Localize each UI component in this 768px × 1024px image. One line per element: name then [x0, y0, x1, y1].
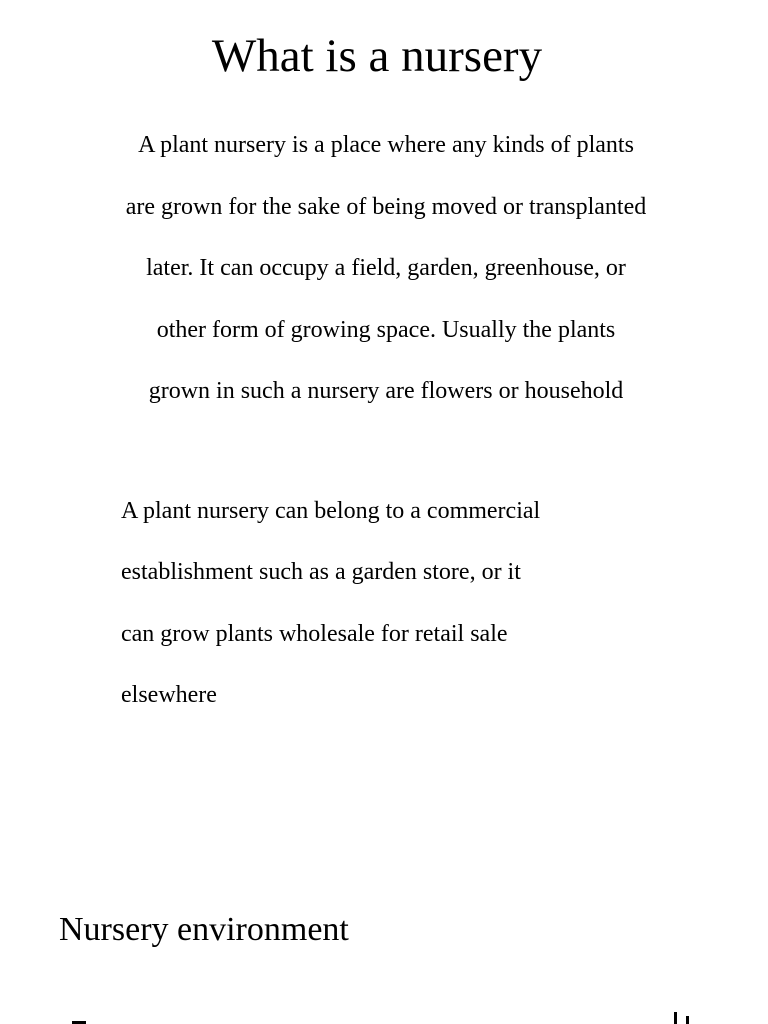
paragraph-line: can grow plants wholesale for retail sale: [121, 620, 508, 647]
paragraph-line: A plant nursery can belong to a commercial: [121, 498, 541, 524]
paragraph-line: other form of growing space. Usually the plants: [156, 316, 616, 343]
intro-paragraph: [0, 115, 768, 423]
cropped-text-line: [72, 1012, 700, 1024]
paragraph-line: are grown for the sake of being moved or transplanted: [125, 193, 647, 220]
paragraph-line: later. It can occupy a field, garden, greenhouse, or: [146, 255, 626, 281]
paragraph-line: elsewhere: [121, 681, 217, 708]
paragraph-line: A plant nursery is a place where any kinds of plants: [138, 132, 634, 158]
section-heading: Nursery environment: [59, 911, 349, 948]
paragraph-line: grown in such a nursery are flowers or household: [148, 378, 624, 404]
paragraph-line: establishment such as a garden store, or it: [121, 559, 521, 586]
page-title: What is a nursery: [211, 30, 543, 82]
commercial-paragraph: [121, 481, 540, 726]
